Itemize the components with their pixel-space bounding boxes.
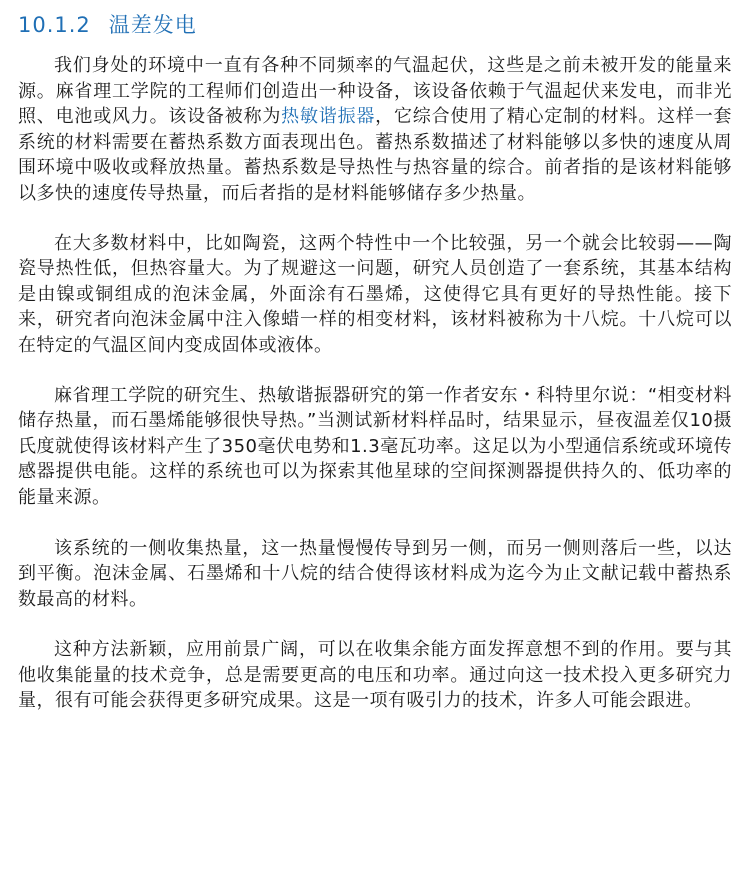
paragraph-2: 在大多数材料中，比如陶瓷，这两个特性中一个比较强，另一个就会比较弱——陶瓷导热性低，但热容量大。为了规避这一问题，研究人员创造了一套系统，其基本结构是由镍或铜组成的泡沫金属，外面涂有石墨烯，这使得它具有更好的导热性能。接下来，研究者向泡沫金属中注入像蜡一样的相变材料，该材料被称为十八烷。十八烷可以在特定的气温区间内变成固体或液体。 <box>18 232 732 356</box>
paragraph-4: 该系统的一侧收集热量，这一热量慢慢传导到另一侧，而另一侧则落后一些，以达到平衡。泡沫金属、石墨烯和十八烷的结合使得该材料成为迄今为止文献记载中蓄热系数最高的材料。 <box>18 537 732 610</box>
paragraph-1-text-before: 我们身处的环境中一直有各种不同频率的气温起伏，这些是之前未被开发的能量来源。麻省理工学院的工程师们创造出一种设备，该设备依赖于气温起伏来发电，而非光照、电池或风力。该设备被称为 <box>18 55 732 128</box>
section-title: 温差发电 <box>108 13 197 37</box>
paragraph-5: 这种方法新颖，应用前景广阔，可以在收集余能方面发挥意想不到的作用。要与其他收集能量的技术竞争，总是需要更高的电压和功率。通过向这一技术投入更多研究力量，很有可能会获得更多研究成果。这是一项有吸引力的技术，许多人可能会跟进。 <box>18 639 732 712</box>
thermal-resonator-link[interactable]: 热敏谐振器 <box>281 106 376 128</box>
document-page <box>18 0 732 714</box>
section-number: 10.1.2 <box>18 13 91 37</box>
paragraph-1 <box>18 53 732 207</box>
section-heading <box>18 0 732 45</box>
paragraph-1-text-after: ，它综合使用了精心定制的材料。这样一套系统的材料需要在蓄热系数方面表现出色。蓄热系数描述了材料能够以多快的速度从周围环境中吸收或释放热量。蓄热系数是导热性与热容量的综合。前者指的是该材料能够以多快的速度传导热量，而后者指的是材料能够储存多少热量。 <box>18 106 733 204</box>
paragraph-3: 麻省理工学院的研究生、热敏谐振器研究的第一作者安东・科特里尔说：“相变材料储存热量，而石墨烯能够很快导热。”当测试新材料样品时，结果显示，昼夜温差仅10摄氏度就使得该材料产生了350毫伏电势和1.3毫瓦功率。这足以为小型通信系统或环境传感器提供电能。这样的系统也可以为探索其他星球的空间探测器提供持久的、低功率的能量来源。 <box>18 384 732 508</box>
